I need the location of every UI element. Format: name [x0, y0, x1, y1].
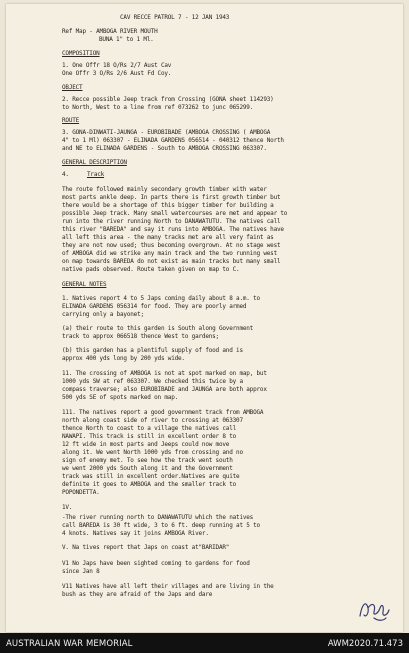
- track-paragraph-line: most parts ankle deep. In parts there is first growth timber but: [62, 194, 281, 201]
- note-111-line: POPONDETTA.: [62, 489, 100, 496]
- note-111-line: NAWAPI. This track is still in excellent order 8 to: [62, 433, 237, 440]
- route-line-3: and NE to ELINADA GARDENS - South to AMBOGA CROSSING 063307.: [62, 145, 267, 152]
- track-paragraph-line: possible Jeep track. Many small watercourses are met and appear to: [62, 210, 288, 217]
- note-11-line: 500 yds SE of spots marked on map.: [62, 394, 179, 401]
- track-paragraph-line: they are not now used; thus becoming overgrown. At no stage west: [62, 242, 281, 249]
- track-paragraph-line: of AMBOGA did we strike any main track and the two running west: [62, 250, 277, 257]
- track-paragraph-line: native pads observed. Route taken given on map to C.: [62, 266, 240, 273]
- object-line-2: to North, West to a line from ref 073262 to junc 065299.: [62, 104, 254, 111]
- composition-line-1: 1. One Offr 18 O/Rs 2/7 Aust Cav: [62, 62, 172, 69]
- note-111-line: 12 ft wide in most parts and Jeeps could now move: [62, 441, 230, 448]
- note-11-line: compass traverse; also EUROBIBADE and JAUNGA are both approx: [62, 386, 267, 393]
- note-111-line: definite it goes to AMBOGA and the smaller track to: [62, 481, 237, 488]
- handwritten-signature: [356, 594, 396, 624]
- heading-composition: COMPOSITION: [62, 50, 100, 57]
- note-1-line: ELINADA GARDENS 056314 for food. They are poorly armed: [62, 303, 247, 310]
- heading-general-notes: GENERAL NOTES: [62, 281, 107, 288]
- note-111-line: thence North to coast to a village the natives call: [62, 425, 237, 432]
- object-line-1: 2. Recce possible Jeep track from Crossing (GONA sheet 114293): [62, 96, 274, 103]
- note-1-line: 1. Natives report 4 to 5 Japs coming daily about 8 a.m. to: [62, 295, 260, 302]
- note-v11-line: bush as they are afraid of the Japs and dare: [62, 591, 213, 598]
- note-1b-line: (b) this garden has a plentiful supply of food and is: [62, 347, 243, 354]
- track-heading: Track: [87, 171, 105, 178]
- track-number: 4.: [62, 171, 69, 178]
- footer-source: AUSTRALIAN WAR MEMORIAL: [6, 639, 133, 649]
- note-1b-line: approx 400 yds long by 200 yds wide.: [62, 355, 185, 362]
- note-111-line: north along coast side of river to crossing at 063307: [62, 417, 243, 424]
- note-v1-line: V1 No Japs have been sighted coming to gardens for food: [62, 560, 250, 567]
- note-v1-line: since Jan 8: [62, 568, 100, 575]
- heading-object: OBJECT: [62, 84, 83, 91]
- ref-map-line-1: Ref Map - AMBOGA RIVER MOUTH: [62, 28, 158, 35]
- track-paragraph-line: run into the river running North to DANAWATUTU. The natives call: [62, 218, 281, 225]
- archive-footer: [0, 633, 409, 653]
- note-111-line: we went 2000 yds South along it and the Government: [62, 465, 233, 472]
- track-paragraph-line: all left this area - the many tracks met are all very faint as: [62, 234, 274, 241]
- note-1-line: carrying only a bayonet;: [62, 311, 144, 318]
- note-1a-line: (a) their route to this garden is South along Government: [62, 325, 254, 332]
- footer-reference: AWM2020.71.473: [327, 639, 403, 649]
- note-1v-line: call BAREDA is 30 ft wide, 3 to 6 ft. deep running at 5 to: [62, 522, 260, 529]
- note-1v-line: 4 knots. Natives say it joins AMBOGA River.: [62, 530, 209, 537]
- ref-map-line-2: BUNA 1" to 1 Ml.: [99, 36, 154, 43]
- note-111-line: along it. We went North 1000 yds from crossing and no: [62, 449, 243, 456]
- note-v-line: V. Na tives report that Japs on coast at"BARIDAR": [62, 544, 230, 551]
- note-v11-line: V11 Natives have all left their villages and are living in the: [62, 583, 274, 590]
- note-111-line: track was still in excellent order.Natives are quite: [62, 473, 240, 480]
- composition-line-2: One Offr 3 O/Rs 2/6 Aust Fd Coy.: [62, 70, 172, 77]
- note-11-line: 11. The crossing of AMBOGA is not at spot marked on map, but: [62, 370, 267, 377]
- note-1a-line: track to approx 066518 thence West to gardens;: [62, 333, 219, 340]
- route-line-1: 3. GONA-DINWATI-JAUNGA - EUROBIBADE (AMBOGA CROSSING ( AMBOGA: [62, 129, 271, 136]
- note-1v-line: -The river running north to DANAWATUTU which the natives: [62, 514, 254, 521]
- track-paragraph-line: on map towards BAREDA do not exist as main tracks but many small: [62, 258, 281, 265]
- track-paragraph-line: The route followed mainly secondary growth timber with water: [62, 186, 267, 193]
- note-111-line: sign of enemy met. To see how the track went south: [62, 457, 233, 464]
- track-paragraph-line: this river "BAREDA" and say it runs into AMBOGA. The natives have: [62, 226, 284, 233]
- document-title: CAV RECCE PATROL 7 - 12 JAN 1943: [120, 14, 230, 21]
- document-page: [6, 4, 403, 632]
- note-11-line: 1000 yds SW at ref 063307. We checked this twice by a: [62, 378, 243, 385]
- heading-general-description: GENERAL DESCRIPTION: [62, 159, 127, 166]
- note-111-line: 111. The natives report a good government track from AMBOGA: [62, 409, 264, 416]
- note-1v-number: 1V.: [62, 504, 73, 511]
- heading-route: ROUTE: [62, 117, 80, 124]
- track-paragraph-line: there would be a shortage of this bigger timber for building a: [62, 202, 274, 209]
- route-line-2: 4" to 1 Ml) 063307 - ELINADA GARDENS 056514 - 040312 thence North: [62, 137, 284, 144]
